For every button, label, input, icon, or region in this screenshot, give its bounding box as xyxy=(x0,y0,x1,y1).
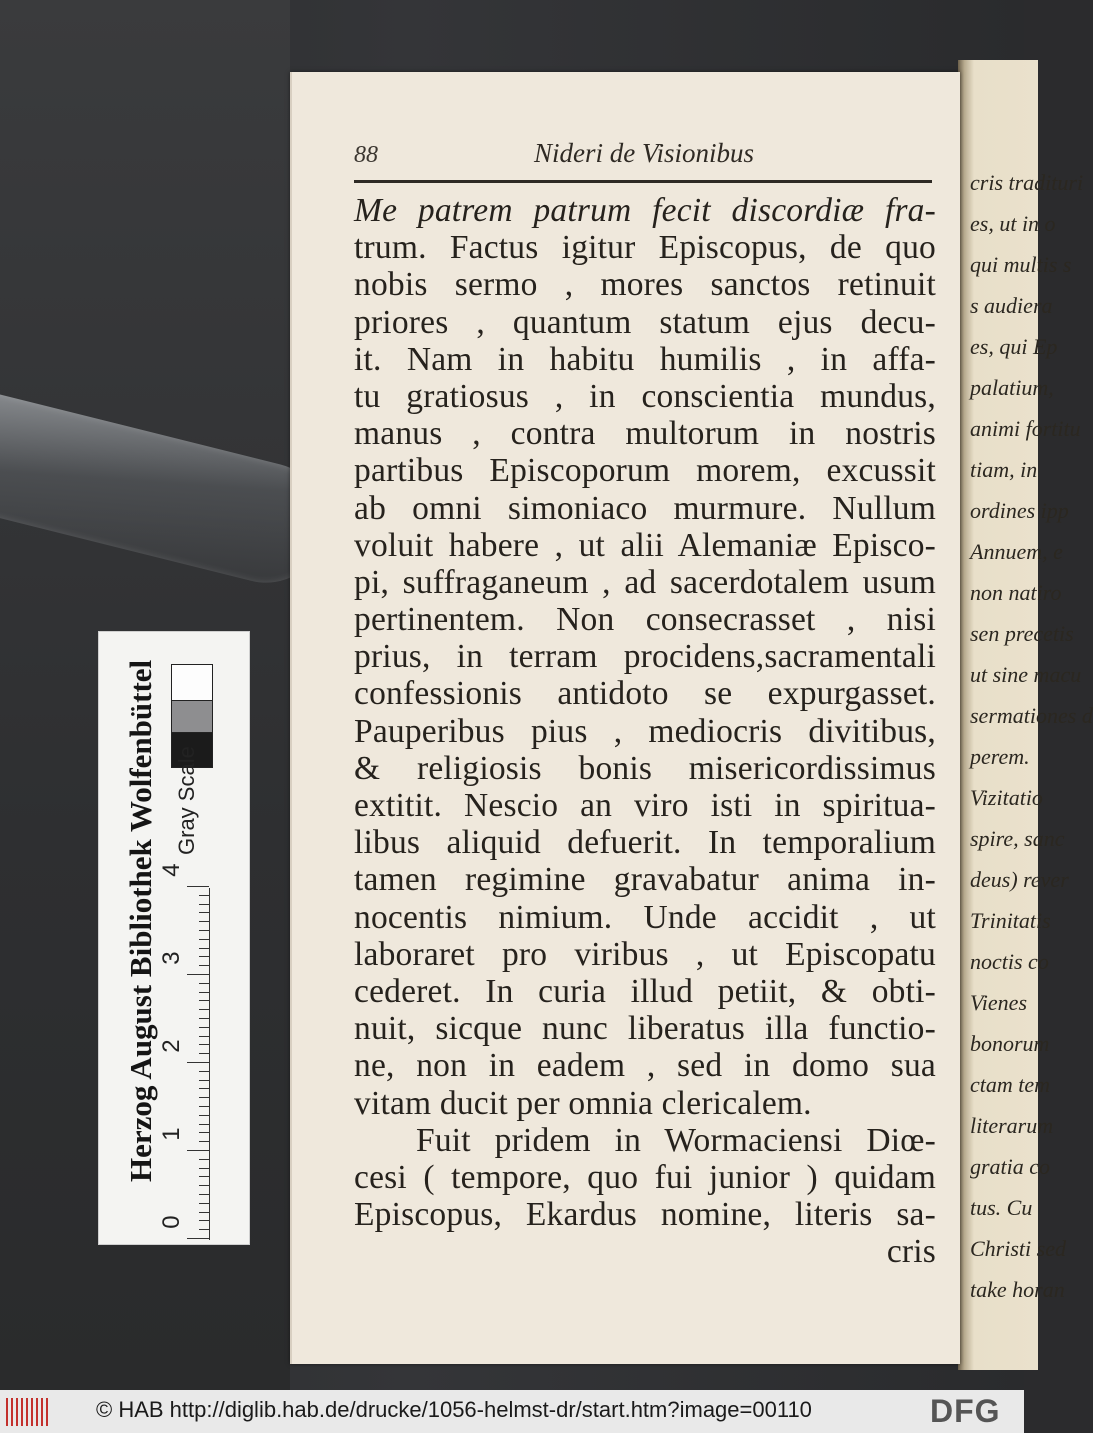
ruler-tick xyxy=(199,1053,209,1054)
facing-page-fragment: Annuem, e xyxy=(970,539,1063,564)
ruler-number: 3 xyxy=(158,951,185,965)
color-calibration-card xyxy=(98,631,250,1245)
ruler-tick xyxy=(199,930,209,931)
facing-page-fragment: Trinitatis xyxy=(970,908,1051,933)
facing-page-edge xyxy=(958,60,1093,1370)
ruler-tick xyxy=(199,1132,209,1133)
facing-page-fragment: literarum xyxy=(970,1113,1054,1138)
ruler-tick xyxy=(199,1185,209,1186)
text-line: pertinentem. Non consecrasset , nisi xyxy=(354,601,936,639)
book-page xyxy=(290,72,960,1364)
ruler-tick xyxy=(199,1220,209,1221)
page-number: 88 xyxy=(354,142,378,168)
text-line: tu gratiosus , in conscientia mundus, xyxy=(354,377,936,415)
gray-scale-white-patch xyxy=(171,664,213,702)
facing-page-fragment: tiam, in xyxy=(970,457,1038,482)
text-line: cederet. In curia illud petiit, & obti- xyxy=(354,972,936,1010)
ruler-tick xyxy=(199,1203,209,1204)
text-line: prius, in terram procidens,sacramentali xyxy=(354,638,936,676)
text-line: voluit habere , ut alii Alemaniæ Episco- xyxy=(354,526,936,564)
text-line: & religiosis bonis misericordissimus xyxy=(354,749,936,787)
ruler-tick xyxy=(199,983,209,984)
facing-page-fragment: perem. xyxy=(970,744,1030,769)
text-line: ab omni simoniaco murmure. Nullum xyxy=(354,489,936,527)
text-line: laboraret pro viribus , ut Episcopatu xyxy=(354,935,936,973)
facing-page-fragment: gratia co xyxy=(970,1154,1051,1179)
catchword: cris xyxy=(886,1233,936,1271)
ruler-tick xyxy=(199,1141,209,1142)
ruler-tick xyxy=(199,1000,209,1001)
text-line: Pauperibus pius , mediocris divitibus, xyxy=(354,712,936,750)
ruler-tick xyxy=(199,1168,209,1169)
ruler-tick xyxy=(187,886,209,887)
text-line: priores , quantum statum ejus decu- xyxy=(354,303,936,341)
ruler-number: 1 xyxy=(158,1127,185,1141)
facing-page-fragment: ordines ipp xyxy=(970,498,1069,523)
ruler-tick xyxy=(199,965,209,966)
ruler-number: 0 xyxy=(158,1215,185,1229)
text-line: it. Nam in habitu humilis , in affa- xyxy=(354,340,936,378)
text-line: Episcopus, Ekardus nomine, literis sa- xyxy=(354,1196,936,1234)
text-line: Fuit pridem in Wormaciensi Diœ- xyxy=(416,1121,936,1159)
ruler-tick xyxy=(187,1238,209,1239)
facing-page-fragment: cris tradituri xyxy=(970,170,1084,195)
ruler-number: 2 xyxy=(158,1039,185,1053)
ruler-tick xyxy=(199,1212,209,1213)
barcode-icon xyxy=(6,1398,50,1426)
text-line: manus , contra multorum in nostris xyxy=(354,415,936,453)
text-line: nocentis nimium. Unde accidit , ut xyxy=(354,898,936,936)
ruler-tick xyxy=(199,1097,209,1098)
ruler-tick xyxy=(199,1176,209,1177)
facing-page-fragment: sermationes d xyxy=(970,703,1093,728)
ruler-tick xyxy=(199,1106,209,1107)
facing-page-fragment: take horan xyxy=(970,1277,1065,1302)
text-line: tamen regimine gravabatur anima in- xyxy=(354,861,936,899)
facing-page-fragment: sen precetis xyxy=(970,621,1074,646)
ruler-tick xyxy=(199,939,209,940)
facing-page-fragment: deus) rever xyxy=(970,867,1069,892)
ruler-tick xyxy=(199,1027,209,1028)
text-line: nuit, sicque nunc liberatus illa functio- xyxy=(354,1010,936,1048)
institution-name: Herzog August Bibliothek Wolfenbüttel xyxy=(123,659,158,1182)
text-line: vitam ducit per omnia clericalem. xyxy=(354,1084,812,1122)
ruler-tick xyxy=(199,895,209,896)
ruler-tick xyxy=(199,1124,209,1125)
ruler-tick xyxy=(199,1036,209,1037)
dfg-logo: DFG xyxy=(930,1393,1001,1429)
gray-scale-label: Gray Scale xyxy=(174,746,199,855)
facing-page-fragment: non natiro xyxy=(970,580,1062,605)
ruler-tick xyxy=(199,1115,209,1116)
text-line: extitit. Nescio an viro isti in spiritua- xyxy=(354,787,936,824)
ruler-tick xyxy=(187,1150,209,1151)
text-line: partibus Episcoporum morem, excussit xyxy=(354,452,936,490)
facing-page-fragment: qui multis s xyxy=(970,252,1072,277)
ruler-tick xyxy=(199,1080,209,1081)
ruler-tick xyxy=(199,992,209,993)
facing-page-fragment: Vizitatio xyxy=(970,785,1043,810)
ruler-tick xyxy=(187,1062,209,1063)
ruler-tick xyxy=(199,1088,209,1089)
facing-page-fragment: Vienes xyxy=(970,990,1028,1015)
facing-page-fragment: Christi sed xyxy=(970,1236,1066,1261)
facing-page-fragment: animi fortitu xyxy=(970,416,1081,441)
facing-page-fragment: ut sine macu xyxy=(970,662,1082,687)
ruler-tick xyxy=(199,1194,209,1195)
facing-page-fragment: es, ut in o xyxy=(970,211,1056,236)
source-credit: © HAB http://diglib.hab.de/drucke/1056-helmst-dr/start.htm?image=00110 xyxy=(96,1397,812,1422)
facing-page-fragment: palatium, xyxy=(970,375,1054,400)
ruler xyxy=(209,888,210,1240)
facing-page-fragment: es, qui Ep xyxy=(970,334,1058,359)
text-line: libus aliquid defuerit. In temporalium xyxy=(354,824,936,862)
gray-scale-gray-patch xyxy=(171,700,213,734)
ruler-tick xyxy=(199,921,209,922)
text-line: confessionis antidoto se expurgasset. xyxy=(354,675,936,713)
facing-page-fragment: tus. Cu xyxy=(970,1195,1033,1220)
ruler-tick xyxy=(187,974,209,975)
ruler-tick xyxy=(199,904,209,905)
ruler-tick xyxy=(199,1009,209,1010)
text-line: Me patrem patrum fecit discordiæ fra- xyxy=(354,192,936,229)
running-head: Nideri de Visionibus xyxy=(534,138,754,168)
body-text xyxy=(354,192,936,1270)
footer-bar xyxy=(0,1390,1024,1433)
ruler-number: 4 xyxy=(158,863,185,877)
facing-page-fragment: noctis co xyxy=(970,949,1049,974)
text-line: cesi ( tempore, quo fui junior ) quidam xyxy=(354,1158,936,1196)
facing-page-fragment: s audiera xyxy=(970,293,1053,318)
facing-page-fragment: spire, sanc xyxy=(970,826,1065,851)
facing-page-fragment: ctam tem xyxy=(970,1072,1051,1097)
text-line: trum. Factus igitur Episcopus, de quo xyxy=(354,229,936,267)
page-header xyxy=(354,134,934,174)
ruler-tick xyxy=(199,1071,209,1072)
text-line: nobis sermo , mores sanctos retinuit xyxy=(354,266,936,304)
ruler-tick xyxy=(199,956,209,957)
ruler-tick xyxy=(199,1018,209,1019)
text-line: pi, suffraganeum , ad sacerdotalem usum xyxy=(354,563,936,601)
text-line: ne, non in eadem , sed in domo sua xyxy=(354,1047,936,1085)
ruler-tick xyxy=(199,948,209,949)
ruler-tick xyxy=(199,1044,209,1045)
header-rule xyxy=(354,180,932,183)
ruler-tick xyxy=(199,1159,209,1160)
facing-page-fragment: bonorum xyxy=(970,1031,1050,1056)
ruler-tick xyxy=(199,912,209,913)
ruler-tick xyxy=(199,1229,209,1230)
